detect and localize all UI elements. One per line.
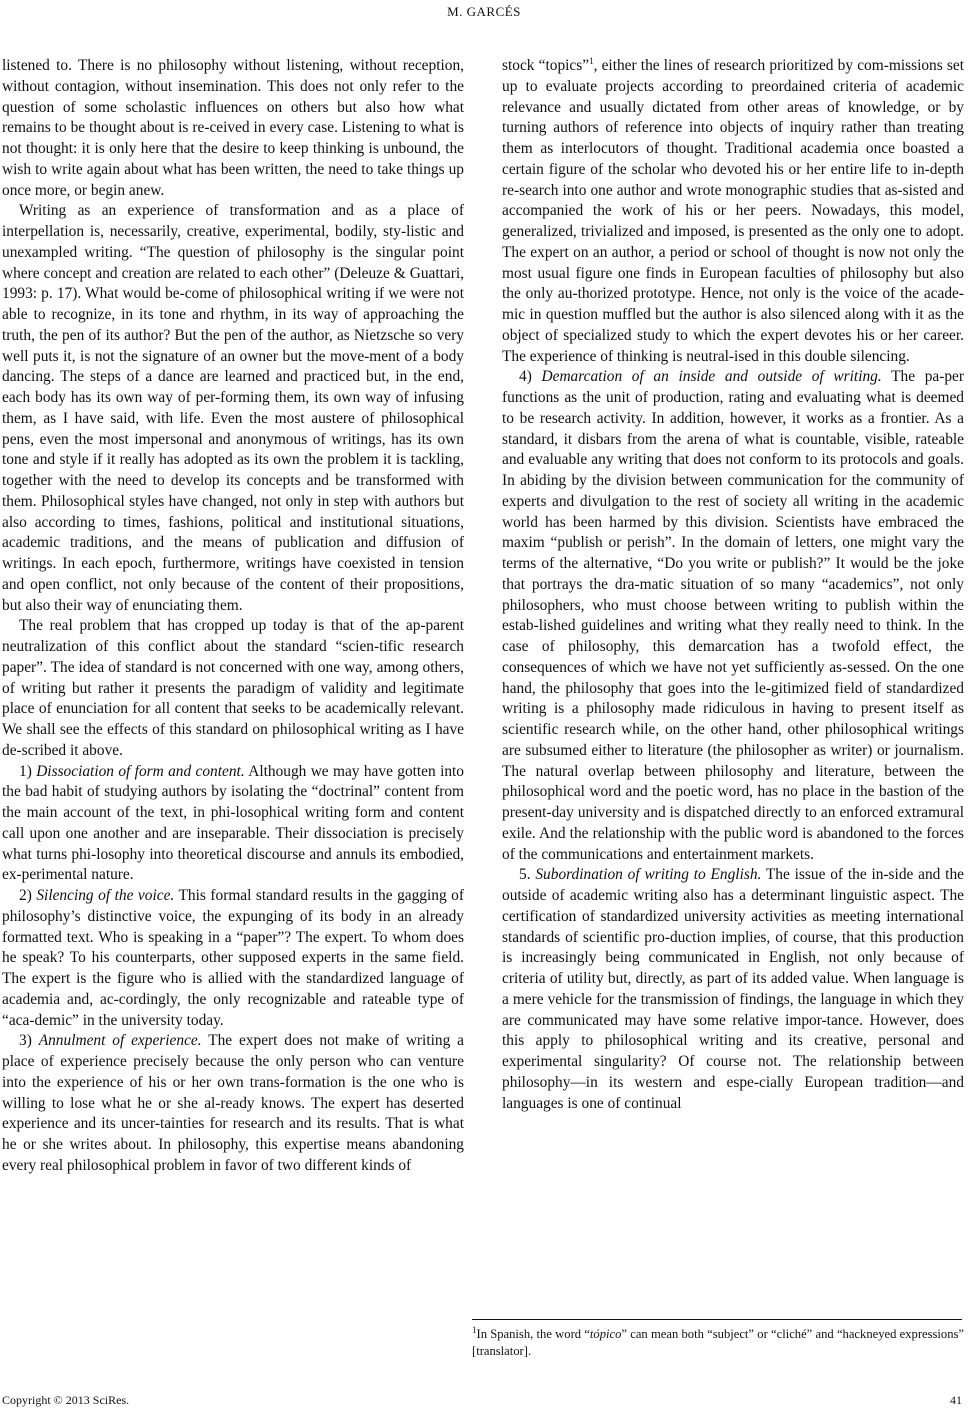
footnote-reference[interactable]: 1 — [589, 55, 594, 66]
item-text: This formal standard results in the gagging of philosophy’s distinctive voice, the expunging of its body in an already formatted text. Who is speaking in a “paper”? The expert. To whom does he speak? To his counterparts, other supposed experts in the same field. The expert is the figure who is allied with the standardized language of academia and, ac-cordingly, the only recognizable and rateable type of “aca-demic” in the university today. — [2, 887, 464, 1029]
text-before-note: stock “topics” — [502, 57, 590, 74]
footnote — [472, 1326, 964, 1360]
item-number: 3) — [19, 1032, 32, 1050]
numbered-paragraph — [2, 1031, 464, 1176]
item-text: Although we may have gotten into the bad habit of studying authors by isolating the “doctrinal” content from the main account of the text, in phi-losophical writing form and content call upon one another and are inseparable. Their dissociation is precisely what turns phi-losophy into theoretical discourse and annuls its embodied, ex-perimental nature. — [2, 762, 465, 884]
item-title: Annulment of experience. — [38, 1032, 202, 1050]
numbered-paragraph — [502, 865, 964, 1114]
text-after-note: , either the lines of research prioritized by com-missions set up to evaluate projects according to preordained criteria of academic relevance and usually dictated from other areas of knowledge, or by turning authors of reference into objects of inquiry rather than treating them as interlocutors of thought. Traditional academia once boasted a certain figure of the scholar who devoted his or her entire life to in-depth re-search into one author and wrote monographic studies that as-sisted and accompanied the work of his or her peers. Nowadays, this model, generalized, trivialized and imposed, is presented as the only one to adopt. The expert on an author, a period or school of thought is now not only the most usual figure one finds in European faculties of philosophy but also the only au-thorized prototype. Hence, not only is the voice of the acade-mic in question muffled but the author is also silenced along with it as the object of specialized study to which the expert devotes his or her career. The experience of thinking is neutral-ised in this double silencing. — [502, 57, 964, 365]
numbered-paragraph — [2, 886, 464, 1031]
item-number: 1) — [19, 762, 32, 780]
item-number: 4) — [519, 368, 532, 386]
paragraph: The real problem that has cropped up today is that of the ap-parent neutralization of this conflict about the standard “scien-tific research paper”. The idea of standard is not concerned with one way, among others, of writing but rather it presents the paradigm of validity and legitimate place of enunciation for all content that seeks to be academically relevant. We shall see the effects of this standard on philosophical writing as I have de-scribed it above. — [2, 617, 464, 759]
item-number: 5. — [519, 866, 531, 884]
footnote-marker: 1 — [472, 1324, 477, 1335]
item-text: The pa-per functions as the unit of production, rating and evaluating what is deemed to be research activity. In addition, however, it works as a frontier. As a standard, it disbars from the arena of what is countable, visible, rateable and evaluable any writing that does not conform to its protocols and goals. In abiding by the division between communication for the community of experts and divulgation to the rest of society all writing in the academic world has been harmed by this division. Scientists have embraced the maxim “publish or perish”. In the domain of letters, one might vary the terms of the alternative, “Do you write or publish?” It would be the joke that portrays the dra-matic situation of so many “academics”, not only philosophers, who must choose between writing to publish within the estab-lished guidelines and writing what they really need to think. In the case of philosophy, this demarcation has a twofold effect, the consequences of which we have not yet sufficiently as-sessed. On the one hand, the philosophy that goes into the le-gitimized field of standardized writing is a philosophy made ridiculous in having to present itself as scientific research while, on the other hand, other philosophical writings are subsumed either to literature (the philosopher as writer) or journalism. The natural overlap between philosophy and literature, between the philosophical word and the poetic word, has no place in the bastion of the present-day university and is dispatched directly to an enforced extramural exile. And the relationship with the public word is abandoned to the forces of the communications and entertainment markets. — [502, 368, 964, 863]
left-column — [2, 56, 464, 1177]
numbered-paragraph — [502, 367, 964, 865]
numbered-paragraph — [2, 762, 464, 887]
paragraph: Writing as an experience of transformation and as a place of interpellation is, necessarily, creative, experimental, bodily, sty-listic and unexampled writing. “The question of philosophy is the singular point where concept and creation are related to each other” (Deleuze & Guattari, 1993: p. 17). What would be-come of philosophical writing if we were not able to recognize, in its tone and rhythm, in its way of approaching the truth, the pen of its author? But the pen of the author, as Nietzsche so very well puts it, is not the signature of an owner but the move-ment of a body dancing. The steps of a dance are learned and practiced but, in the end, each body has its own way of per-forming them, its own way of infusing them, as I have said, with life. Even the most austere of philosophical pens, even the most impersonal and anonymous of writings, has its own tone and style if it really has adopted as its own the problem it is tackling, together with the need to develop its concepts and be transformed with them. Philosophical styles have changed, not only in step with authors but also according to times, fashions, political and institutional situations, academic traditions, and the means of publication and diffusion of writings. In each epoch, furthermore, writings have coexisted in tension and open conflict, not only because of the content of their propositions, but also their way of enunciating them. — [2, 202, 464, 614]
item-text: The expert does not make of writing a place of experience precisely because the only person who can venture into the experience of his or her own trans-formation is the one who is willing to lose what he or she al-ready knows. The expert has deserted experience and its uncer-tainties for research and its results. That is what he or she writes about. In philosophy, this expertise means abandoning every real philosophical problem in favor of two different kinds of — [2, 1032, 464, 1174]
copyright-notice: Copyright © 2013 SciRes. — [2, 1393, 130, 1407]
right-column — [502, 56, 964, 1114]
paragraph: listened to. There is no philosophy without listening, without reception, without contagion, without insemination. This does not only refer to the question of some scholastic influences on others but also how what remains to be thought about is re-ceived in every case. Listening to what is not thought: it is only here that the desire to keep thinking is unbound, the wish to write again about what has been written, the need to take things up once more, or begin anew. — [2, 57, 464, 199]
paragraph — [502, 56, 964, 367]
footnote-text-after: ” can mean both “subject” or “cliché” and “hackneyed expressions” [translator]. — [472, 1327, 964, 1358]
footnote-emphasis: tópico — [589, 1327, 622, 1341]
item-title: Subordination of writing to English. — [535, 866, 762, 884]
item-title: Silencing of the voice. — [36, 887, 175, 904]
item-title: Dissociation of form and content. — [36, 762, 245, 780]
item-number: 2) — [19, 887, 32, 904]
footnote-text-before: In Spanish, the word “ — [476, 1327, 590, 1341]
page-number: 41 — [950, 1393, 962, 1407]
footnote-divider — [472, 1319, 962, 1320]
item-title: Demarcation of an inside and outside of writing. — [541, 368, 882, 386]
running-head: M. GARCÉS — [447, 4, 521, 19]
item-text: The issue of the in-side and the outside of academic writing also has a determinant linguistic aspect. The certification of standardized university activities as meeting international standards of scientific pro-duction implies, of course, that this production is increasingly being communicated in English, not only because of criteria of utility but, directly, as part of its added value. When language is a mere vehicle for the transmission of findings, the language in which they are communicated may have some relative impor-tance. However, does this apply to philosophical writing and its creative, personal and experimental singularity? Of course not. The relationship between philosophy—in its western and espe-cially European tradition—and languages is one of continual — [502, 866, 964, 1112]
